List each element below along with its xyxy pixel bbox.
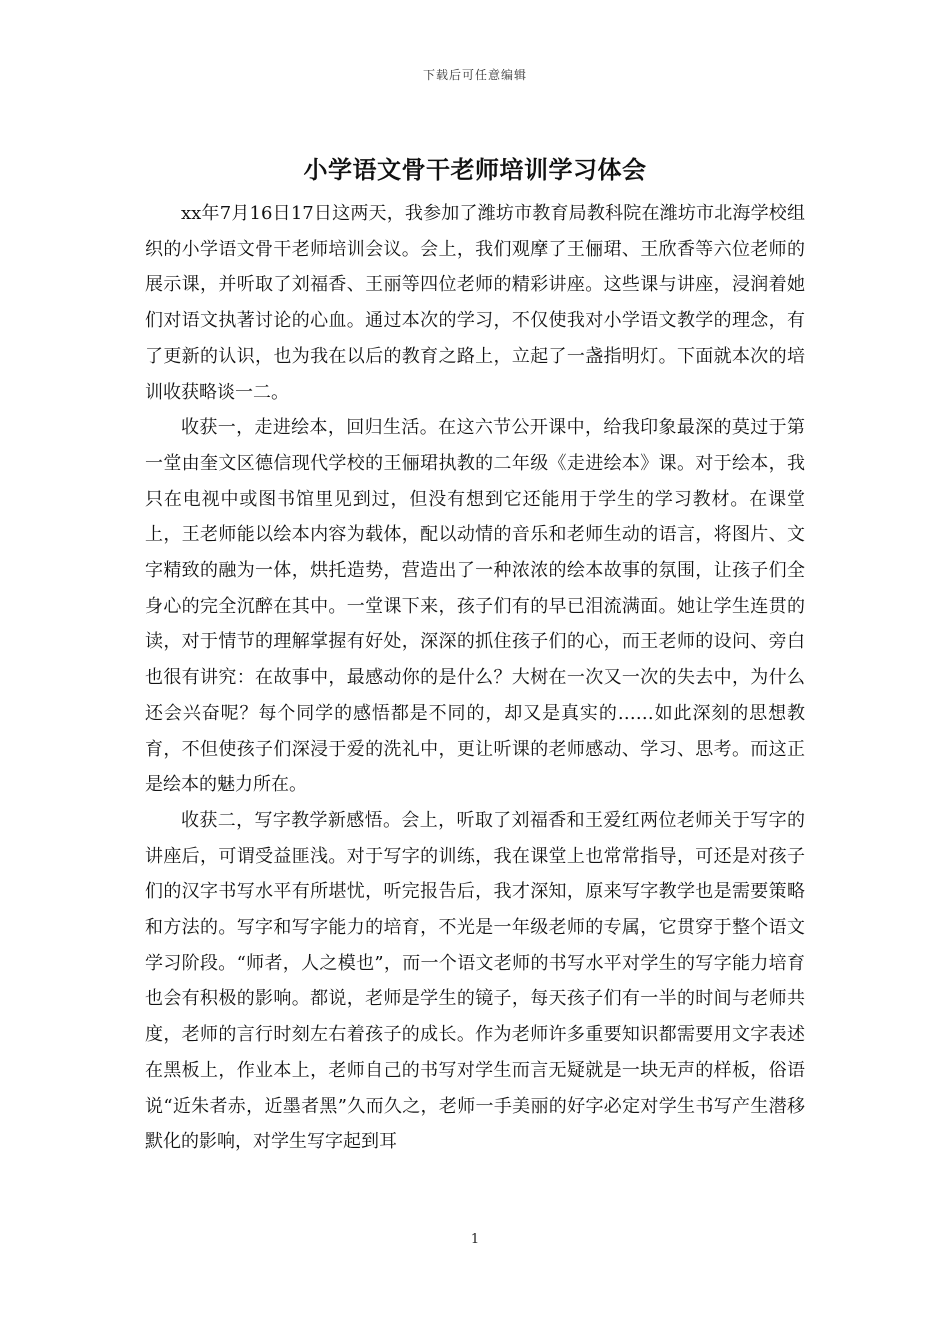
document-body — [145, 196, 805, 1160]
header-note: 下载后可任意编辑 — [422, 68, 527, 82]
paragraph-intro: xx年7月16日17日这两天，我参加了潍坊市教育局教科院在潍坊市北海学校组织的小学语文骨干老师培训会议。会上，我们观摩了王俪珺、王欣香等六位老师的展示课，并听取了刘福香、王丽等四位老师的精彩讲座。这些课与讲座，浸润着她们对语文执著讨论的心血。通过本次的学习，不仅使我对小学语文教学的理念，有了更新的认识，也为我在以后的教育之路上，立起了一盏指明灯。下面就本次的培训收获略谈一二。 — [145, 203, 805, 403]
paragraph-gain-one: 收获一，走进绘本，回归生活。在这六节公开课中，给我印象最深的莫过于第一堂由奎文区德信现代学校的王俪珺执教的二年级《走进绘本》课。对于绘本，我只在电视中或图书馆里见到过，但没有想到它还能用于学生的学习教材。在课堂上，王老师能以绘本内容为载体，配以动情的音乐和老师生动的语言，将图片、文字精致的融为一体，烘托造势，营造出了一种浓浓的绘本故事的氛围，让孩子们全身心的完全沉醉在其中。一堂课下来，孩子们有的早已泪流满面。她让学生连贯的读，对于情节的理解掌握有好处，深深的抓住孩子们的心，而王老师的设问、旁白也很有讲究：在故事中，最感动你的是什么？大树在一次又一次的失去中，为什么还会兴奋呢？每个同学的感悟都是不同的，却又是真实的……如此深刻的思想教育，不但使孩子们深浸于爱的洗礼中，更让听课的老师感动、学习、思考。而这正是绘本的魅力所在。 — [145, 417, 805, 796]
document-title: 小学语文骨干老师培训学习体会 — [303, 155, 647, 184]
paragraph-gain-two: 收获二，写字教学新感悟。会上，听取了刘福香和王爱红两位老师关于写字的讲座后，可谓受益匪浅。对于写字的训练，我在课堂上也常常指导，可还是对孩子们的汉字书写水平有所堪忧，听完报告后，我才深知，原来写字教学也是需要策略和方法的。写字和写字能力的培育，不光是一年级老师的专属，它贯穿于整个语文学习阶段。“师者，人之模也”，而一个语文老师的书写水平对学生的写字能力培育也会有积极的影响。都说，老师是学生的镜子，每天孩子们有一半的时间与老师共度，老师的言行时刻左右着孩子的成长。作为老师许多重要知识都需要用文字表述在黑板上，作业本上，老师自己的书写对学生而言无疑就是一块无声的样板，俗语说“近朱者赤，近墨者黑”久而久之，老师一手美丽的好字必定对学生书写产生潜移默化的影响，对学生写字起到耳 — [145, 809, 805, 1153]
page-number: 1 — [470, 1232, 480, 1247]
